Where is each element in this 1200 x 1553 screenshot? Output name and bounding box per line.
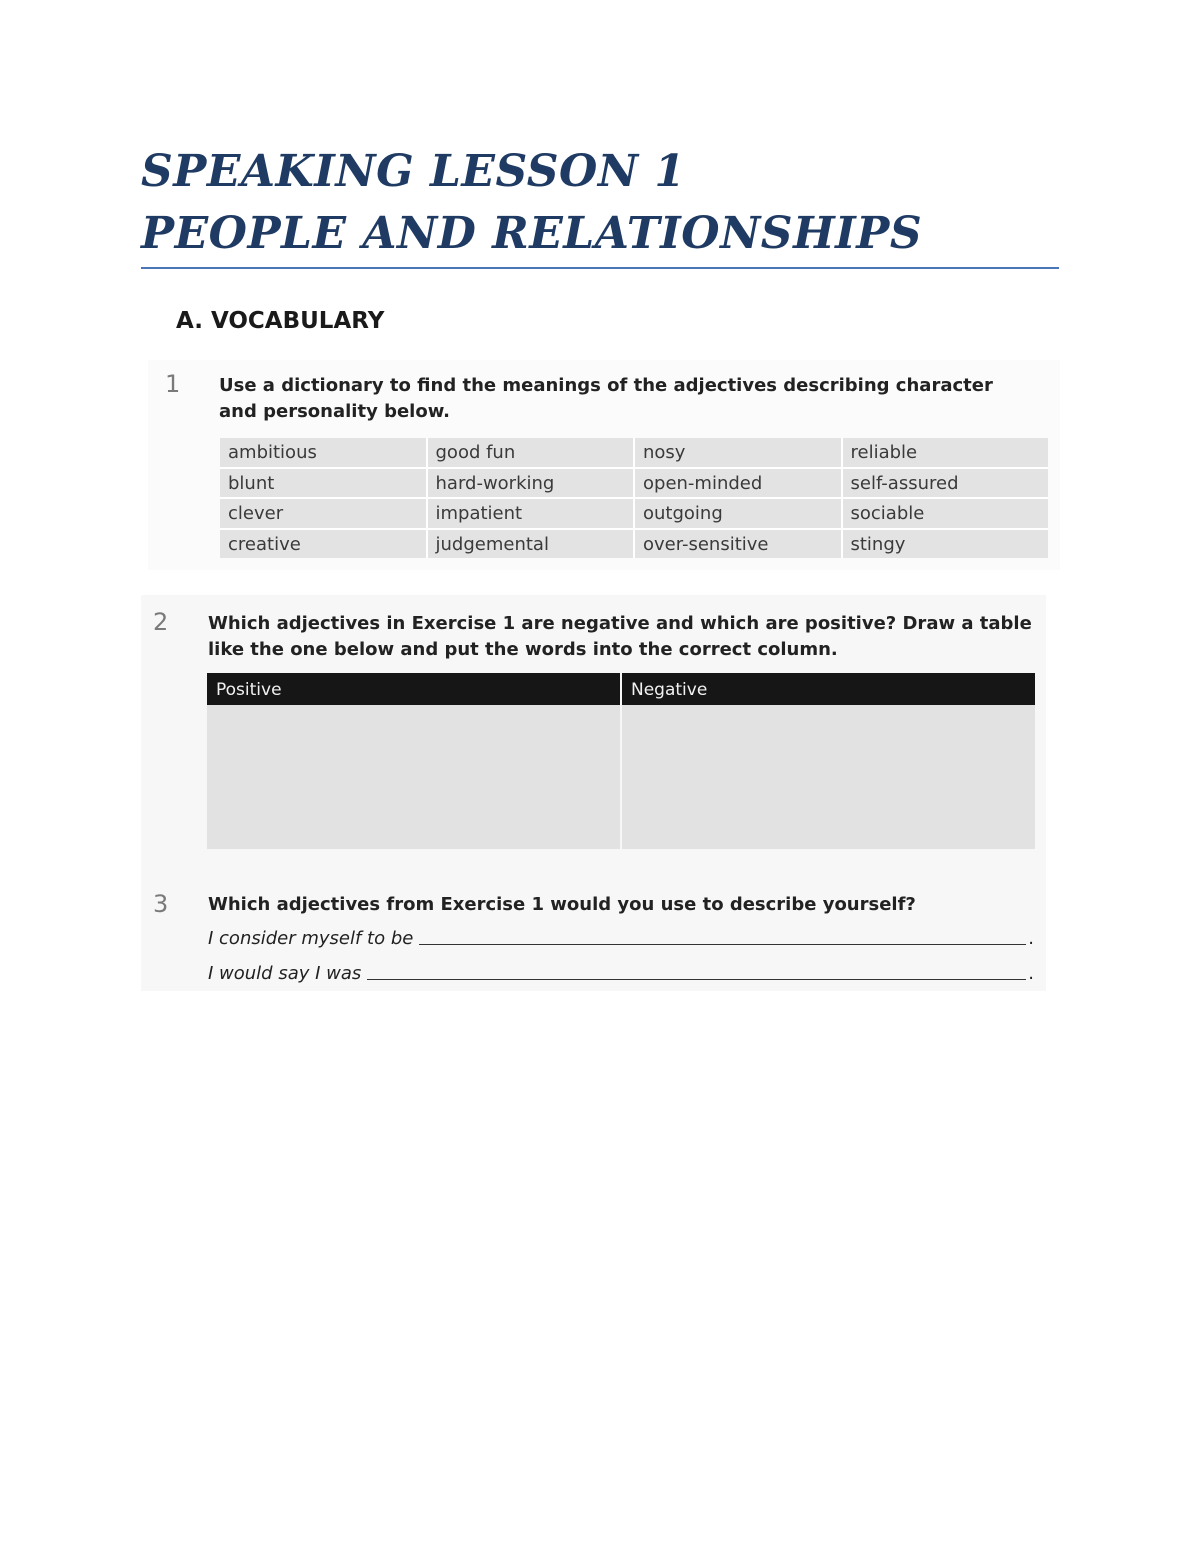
vocabulary-word: reliable xyxy=(843,438,1049,467)
prompt-text-1: I consider myself to be xyxy=(208,928,414,949)
vocabulary-word: nosy xyxy=(635,438,841,467)
prompt-end-mark-2: . xyxy=(1028,963,1034,984)
lesson-title: SPEAKING LESSON 1 xyxy=(141,146,686,197)
prompt-row-2 xyxy=(208,963,1034,984)
title-divider xyxy=(141,267,1059,269)
exercise3-number: 3 xyxy=(153,890,169,918)
vocabulary-word: blunt xyxy=(220,469,426,498)
vocabulary-word: creative xyxy=(220,530,426,559)
answer-line-1 xyxy=(419,944,1026,945)
vocabulary-word: self-assured xyxy=(843,469,1049,498)
vocabulary-word: sociable xyxy=(843,499,1049,528)
negative-column-cell xyxy=(620,705,1035,849)
vocabulary-word: outgoing xyxy=(635,499,841,528)
exercise2-number: 2 xyxy=(153,608,169,636)
prompt-text-2: I would say I was xyxy=(208,963,362,984)
answer-line-2 xyxy=(367,979,1026,980)
positive-column-cell xyxy=(207,705,620,849)
vocabulary-word: stingy xyxy=(843,530,1049,559)
positive-column-header: Positive xyxy=(207,673,620,705)
vocabulary-word: open-minded xyxy=(635,469,841,498)
positive-negative-table xyxy=(207,673,1035,849)
section-heading: A. VOCABULARY xyxy=(176,308,385,334)
vocabulary-word: ambitious xyxy=(220,438,426,467)
vocabulary-table xyxy=(220,438,1048,558)
exercise1-instruction: Use a dictionary to find the meanings of the adjectives describing character and personality below. xyxy=(219,375,993,422)
exercise2-instruction: Which adjectives in Exercise 1 are negative and which are positive? Draw a table like the one below and put the words into the correct column. xyxy=(208,613,1032,660)
exercise3-instruction: Which adjectives from Exercise 1 would you use to describe yourself? xyxy=(208,894,916,915)
exercise1-number: 1 xyxy=(165,370,181,398)
vocabulary-word: good fun xyxy=(428,438,634,467)
vocabulary-word: hard-working xyxy=(428,469,634,498)
lesson-subtitle: PEOPLE AND RELATIONSHIPS xyxy=(141,208,923,259)
vocabulary-word: clever xyxy=(220,499,426,528)
vocabulary-word: over-sensitive xyxy=(635,530,841,559)
vocabulary-word: impatient xyxy=(428,499,634,528)
prompt-row-1 xyxy=(208,928,1034,949)
prompt-end-mark-1: . xyxy=(1028,928,1034,949)
negative-column-header: Negative xyxy=(620,673,1035,705)
vocabulary-word: judgemental xyxy=(428,530,634,559)
